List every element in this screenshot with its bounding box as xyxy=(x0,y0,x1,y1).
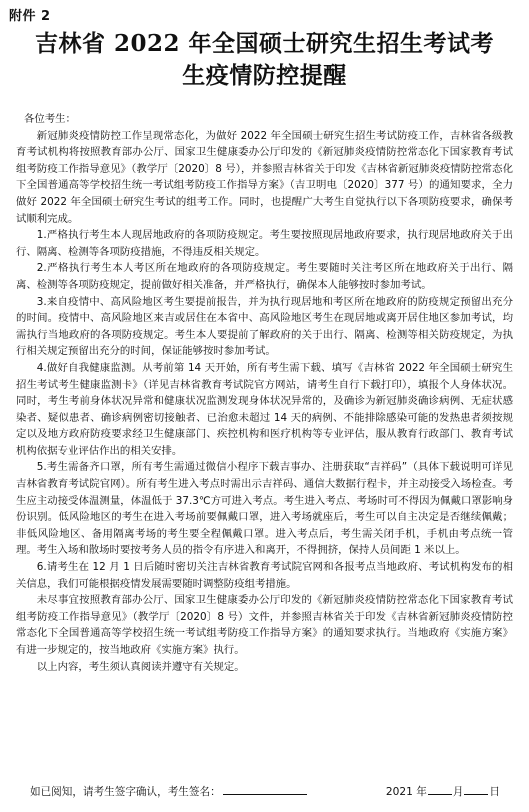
closing-statement: 以上内容，考生须认真阅读并遵守有关规定。 xyxy=(36,660,245,673)
signature-blank[interactable] xyxy=(223,782,307,795)
greeting: 各位考生： xyxy=(24,113,76,125)
document-body xyxy=(16,111,513,675)
paragraph-item-3: 3.来自疫情中、高风险地区考生要提前报告，并为执行现居地和考区所在地政府的防疫规定预留出充分的时间。疫情中、高风险地区来吉或居住在本省中、高风险地区考生在现居地或离开居住地区参加考试，均需执行当地政府的各项防疫规定。考生本人要提前了解政府的关于出行、隔离、检测等相关防疫规定，为执行相关规定预留出充分的时间，保证能够按时参加考试。 xyxy=(16,295,513,358)
signature-line xyxy=(30,782,500,800)
signature-date xyxy=(386,782,500,800)
paragraph-remaining-matters: 未尽事宜按照教育部办公厅、国家卫生健康委办公厅印发的《新冠肺炎疫情防控常态化下国家教育考试组考防疫工作指导意见》（教学厅〔2020〕8 号）文件，并参照吉林省关于印发《吉林省新冠肺炎疫情防控常态化下全国普通高等学校招生统一考试组考防疫工作指导方案》的通知要求执行。当地政府《实施方案》有进一步规定的，按当地政府《实施方案》执行。 xyxy=(16,594,513,656)
paragraph-intro: 新冠肺炎疫情防控工作呈现常态化，为做好 2022 年全国硕士研究生招生考试防疫工作，吉林省各级教育考试机构将按照教育部办公厅、国家卫生健康委办公厅印发的《新冠肺炎疫情防控常态化下国家教育考试组考防疫工作指导意见》（教学厅〔2020〕8 号），并参照吉林省关于印发《吉林省新冠肺炎疫情防控常态化下全国普通高等学校招生统一考试组考防疫工作指导方案》（吉卫明电〔2020〕377 号）的通知要求，全力做好 2022 年全国硕士研究生考试的组考工作。同时，也提醒广大考生自觉执行以下各项防疫要求，确保考试顺利完成。 xyxy=(16,129,513,225)
paragraph-item-2: 2.严格执行考生本人考区所在地政府的各项防疫规定。考生要随时关注考区所在地政府关于出行、隔离、检测等各项防疫规定，提前做好相关准备，并严格执行，确保本人能够按时参加考试。 xyxy=(16,262,513,291)
date-month-blank[interactable] xyxy=(428,782,452,795)
date-year: 2021 年 xyxy=(385,786,427,798)
title-line-2: 生疫情防控提醒 xyxy=(182,62,347,89)
paragraph-item-6: 6.请考生在 12 月 1 日后随时密切关注吉林省教育考试院官网和各报考点当地政府、考试机构发布的相关信息，我们可能根据疫情发展需要随时调整防疫组考措施。 xyxy=(16,561,513,590)
date-day-blank[interactable] xyxy=(464,782,488,795)
paragraph-item-4: 4.做好自我健康监测。从考前第 14 天开始，所有考生需下载、填写《吉林省 2022 年全国硕士研究生招生考试考生健康监测卡》（详见吉林省教育考试院官方网站，请考生自行下载打印），填报个人身体状况。同时，考生考前身体状况异常和健康状况监测发现身体状况异常的，及确诊为新冠肺炎确诊病例、无症状感染者、疑似患者、确诊病例密切接触者、已治愈未超过 14 天的病例、不能排除感染可能的发热患者须按规定以及地方政府防疫要求经卫生健康部门、疾控机构和医疗机构等专业评估，服从教育行政部门、教育考试机构依据专业评估作出的相关安排。 xyxy=(16,361,513,457)
paragraph-item-1: 1.严格执行考生本人现居地政府的各项防疫规定。考生要按照现居地政府要求，执行现居地政府关于出行、隔离、检测等各项防疫措施，不得违反相关规定。 xyxy=(16,229,513,258)
date-month-label: 月 xyxy=(452,786,464,798)
signature-confirm-text: 如已阅知，请考生签字确认，考生签名： xyxy=(30,786,221,798)
title-line-1: 吉林省 2022 年全国硕士研究生招生考试考 xyxy=(34,30,495,57)
date-day-label: 日 xyxy=(489,786,500,798)
annex-label: 附件 2 xyxy=(9,9,51,24)
paragraph-item-5: 5.考生需备齐口罩，所有考生需通过微信小程序下载吉事办、注册获取“吉祥码”（具体下载说明可详见吉林省教育考试院官网）。所有考生进入考点时需出示吉祥码、通信大数据行程卡，并主动接受入场检查。考生应主动接受体温测量，体温低于 37.3℃方可进入考点。考生进入考点、考场时可不得因为佩戴口罩影响身份识别。低风险地区的考生在进入考场前要佩戴口罩，进入考场就座后，考生可以自主决定是否继续佩戴；非低风险地区、备用隔离考场的考生要全程佩戴口罩。进入考点后，考生需关闭手机，手机由考点统一管理。考生入场和散场时要按考务人员的指令有序进入和离开，不得拥挤，保持人员间距 1 米以上。 xyxy=(16,461,513,557)
document-title xyxy=(0,28,529,92)
